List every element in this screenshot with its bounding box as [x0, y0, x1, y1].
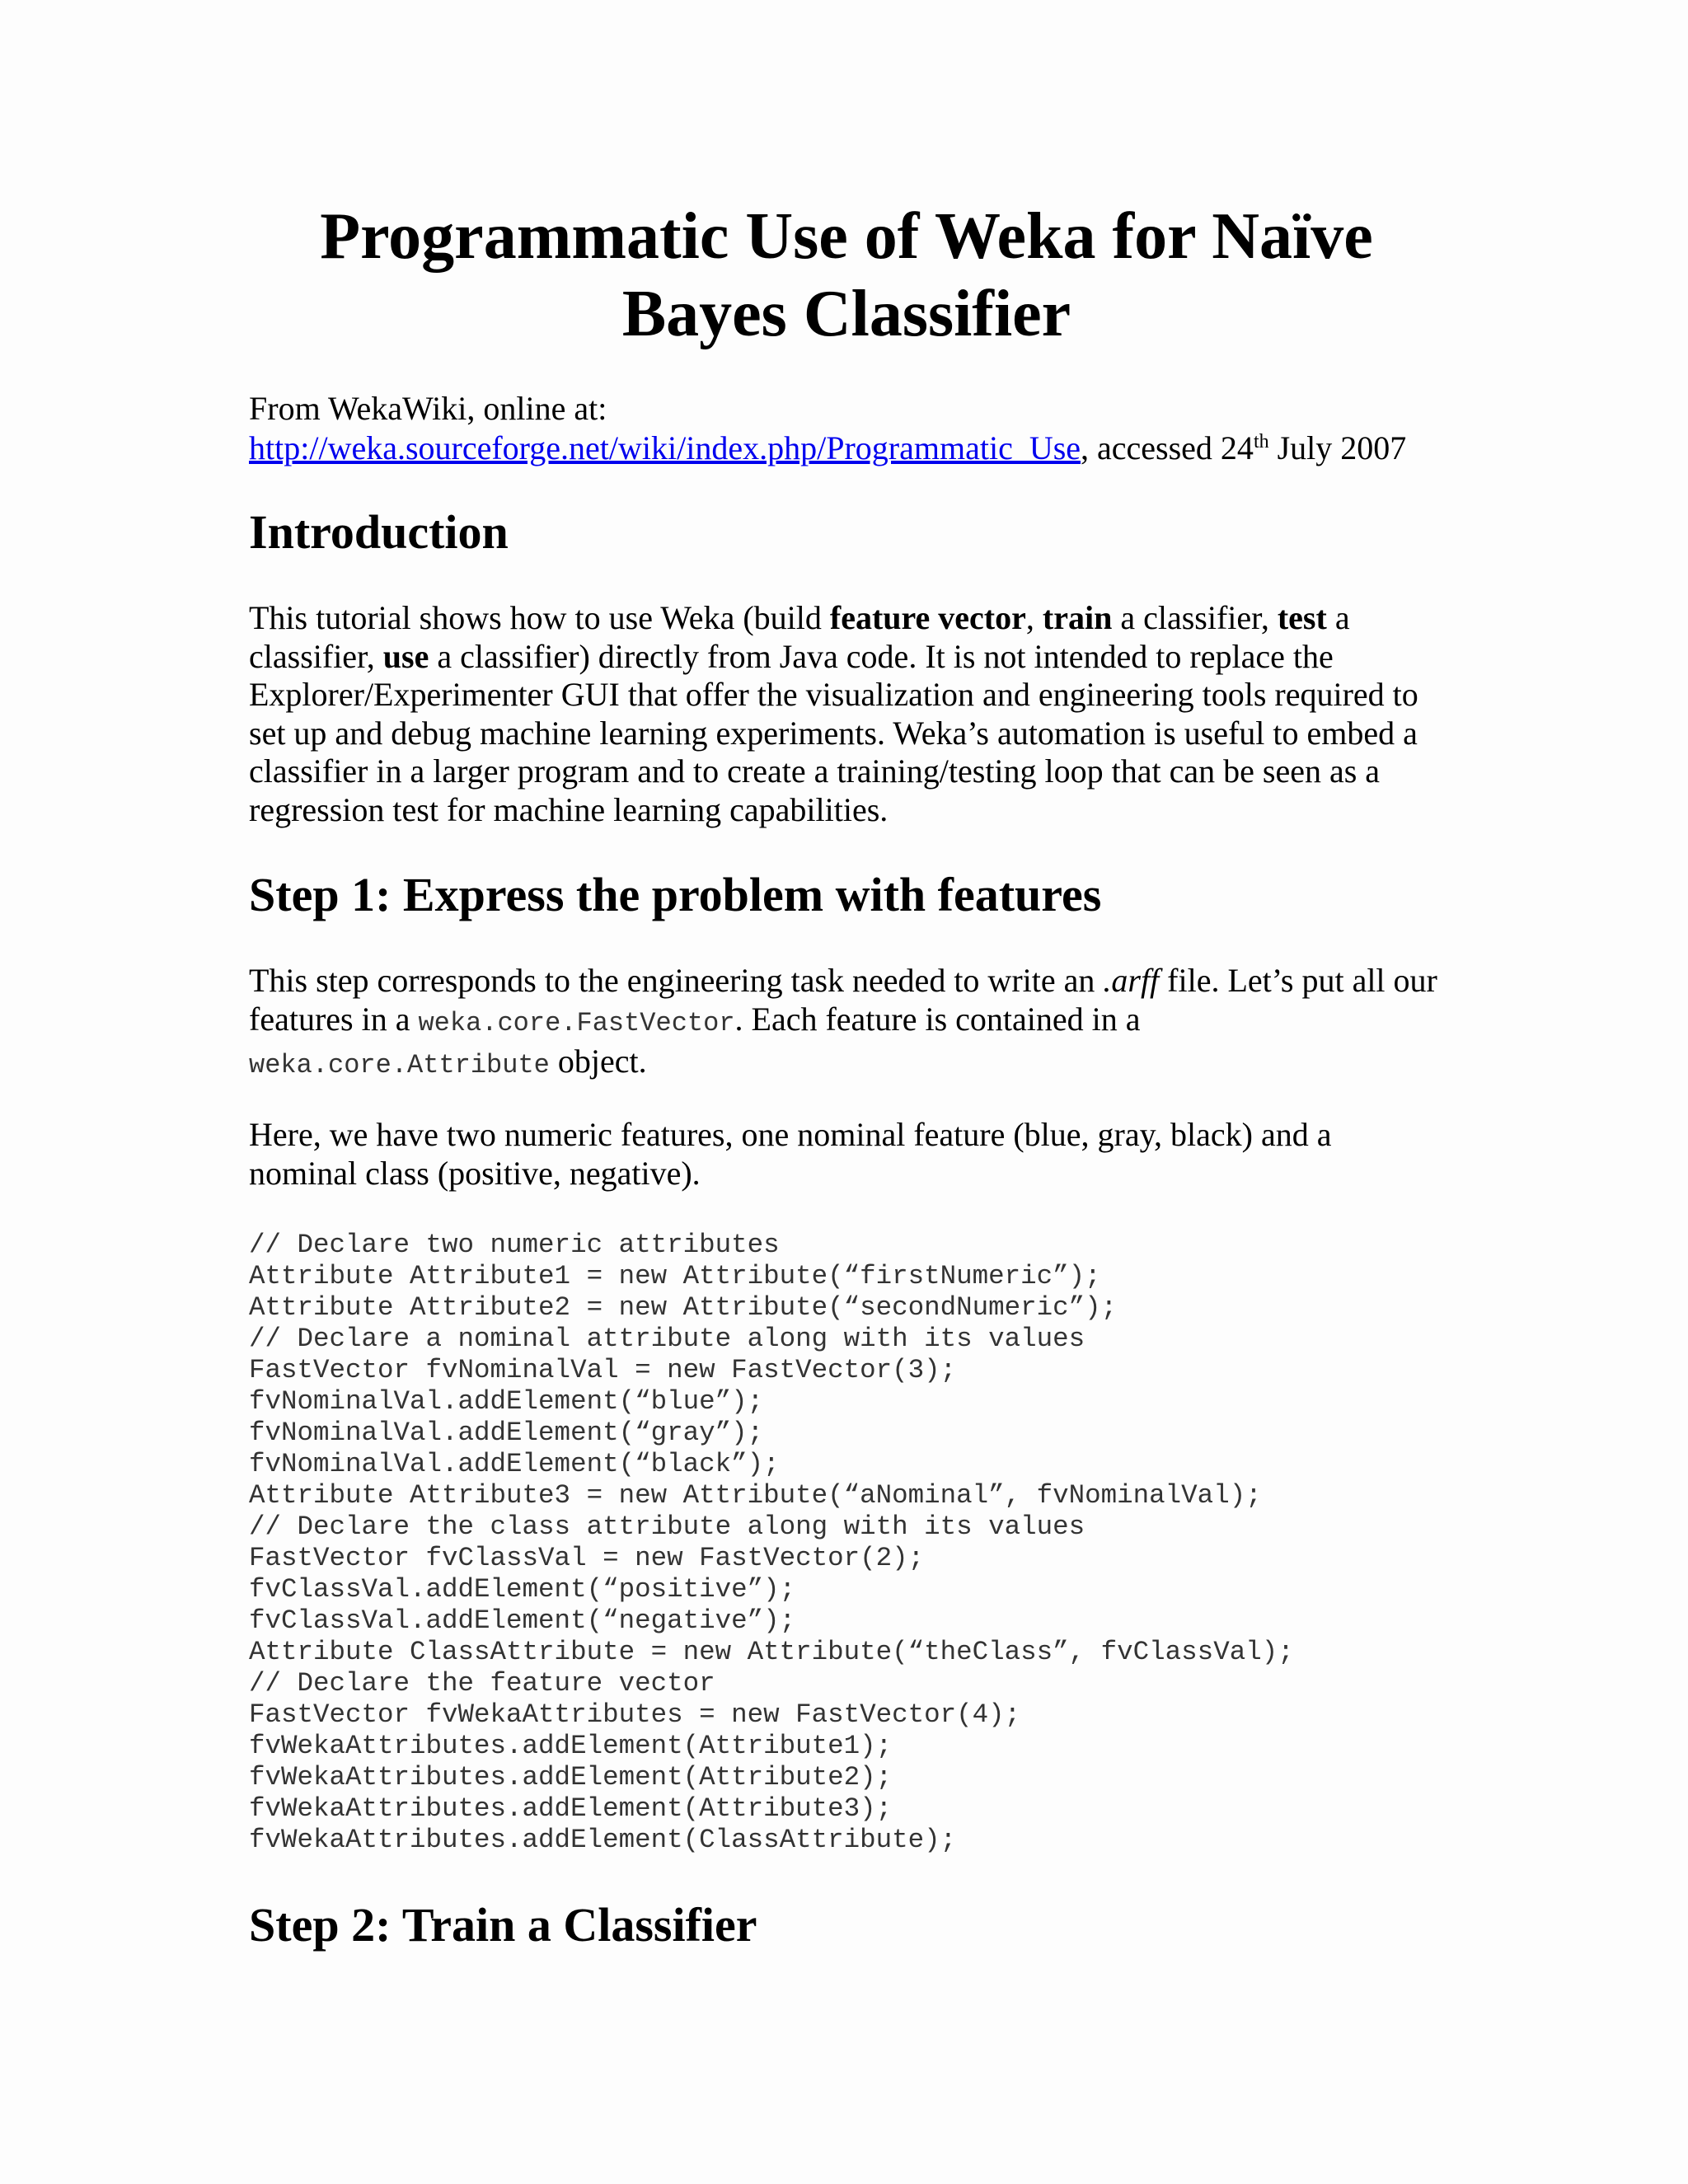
step1-text-a: This step corresponds to the engineering task needed to write an: [249, 962, 1104, 999]
accessed-prefix: , accessed 24: [1081, 429, 1254, 466]
code-line: fvWekaAttributes.addElement(Attribute3);: [249, 1793, 893, 1824]
code-line: fvClassVal.addElement(“negative”);: [249, 1605, 796, 1636]
intro-text-c: ,: [1025, 599, 1043, 636]
code-line: FastVector fvNominalVal = new FastVector(3);: [249, 1355, 957, 1385]
step1-mono-attribute: weka.core.Attribute: [249, 1050, 550, 1080]
accessed-suffix: July 2007: [1268, 429, 1407, 466]
title-line-2: Bayes Classifier: [621, 278, 1071, 350]
title-line-1: Programmatic Use of Weka for Naïve: [320, 200, 1373, 273]
accessed-superscript: th: [1253, 431, 1269, 452]
code-line: fvNominalVal.addElement(“gray”);: [249, 1418, 764, 1448]
step1-text-g: object.: [549, 1043, 647, 1080]
step1-italic-arff: .arff: [1103, 962, 1160, 999]
code-line: fvNominalVal.addElement(“blue”);: [249, 1386, 764, 1417]
code-line: FastVector fvWekaAttributes = new FastVector(4);: [249, 1699, 1021, 1730]
intro-bold-test: test: [1277, 599, 1327, 636]
step1-mono-fastvector: weka.core.FastVector: [418, 1007, 735, 1038]
code-line: // Declare a nominal attribute along with its values: [249, 1324, 1085, 1354]
step1-text-c: file. Let’s put all our features in a: [249, 962, 1437, 1038]
code-line: fvWekaAttributes.addElement(ClassAttribute);: [249, 1825, 957, 1855]
code-line: Attribute Attribute2 = new Attribute(“secondNumeric”);: [249, 1292, 1118, 1323]
source-citation: [249, 389, 1444, 468]
step1-text-e: . Each feature is contained in a: [734, 1000, 1141, 1038]
code-line: FastVector fvClassVal = new FastVector(2);: [249, 1543, 925, 1573]
code-line: Attribute Attribute1 = new Attribute(“firstNumeric”);: [249, 1261, 1101, 1291]
code-line: // Declare the class attribute along with its values: [249, 1511, 1085, 1542]
intro-bold-use: use: [382, 637, 429, 675]
page-title: [249, 198, 1444, 353]
step1-paragraph-1: [249, 962, 1444, 1085]
intro-text-a: This tutorial shows how to use Weka (build: [249, 599, 830, 636]
source-prefix: From WekaWiki, online at:: [249, 390, 607, 427]
code-line: // Declare two numeric attributes: [249, 1230, 780, 1260]
heading-step-2: Step 2: Train a Classifier: [249, 1898, 757, 1952]
code-line: fvClassVal.addElement(“positive”);: [249, 1574, 796, 1605]
step1-paragraph-2: Here, we have two numeric features, one nominal feature (blue, gray, black) and a nominal class (positive, negative).: [249, 1116, 1332, 1192]
heading-introduction: Introduction: [249, 505, 509, 559]
code-line: Attribute ClassAttribute = new Attribute(“theClass”, fvClassVal);: [249, 1637, 1294, 1667]
code-line: fvNominalVal.addElement(“black”);: [249, 1449, 780, 1479]
intro-paragraph: [249, 599, 1444, 829]
intro-bold-train: train: [1042, 599, 1113, 636]
intro-text-i: a classifier) directly from Java code. It is not intended to replace the Explorer/Experimenter GUI that offer the visualization and engineering tools required to set up and debug machine learning experiments. Weka’s automation is useful to embed a classifier in a larger program and to create a training/testing loop that can be seen as a regression test for machine learning capabilities.: [249, 637, 1418, 828]
intro-text-g: a classifier,: [249, 599, 1350, 675]
source-link[interactable]: http://weka.sourceforge.net/wiki/index.php/Programmatic_Use: [249, 429, 1081, 466]
code-line: // Declare the feature vector: [249, 1668, 715, 1699]
intro-bold-feature-vector: feature vector: [829, 599, 1026, 636]
code-line: fvWekaAttributes.addElement(Attribute1);: [249, 1731, 893, 1761]
code-line: fvWekaAttributes.addElement(Attribute2);: [249, 1762, 893, 1793]
code-line: Attribute Attribute3 = new Attribute(“aNominal”, fvNominalVal);: [249, 1480, 1262, 1511]
intro-text-e: a classifier,: [1112, 599, 1278, 636]
code-block: [249, 1230, 1294, 1856]
heading-step-1: Step 1: Express the problem with features: [249, 868, 1102, 921]
